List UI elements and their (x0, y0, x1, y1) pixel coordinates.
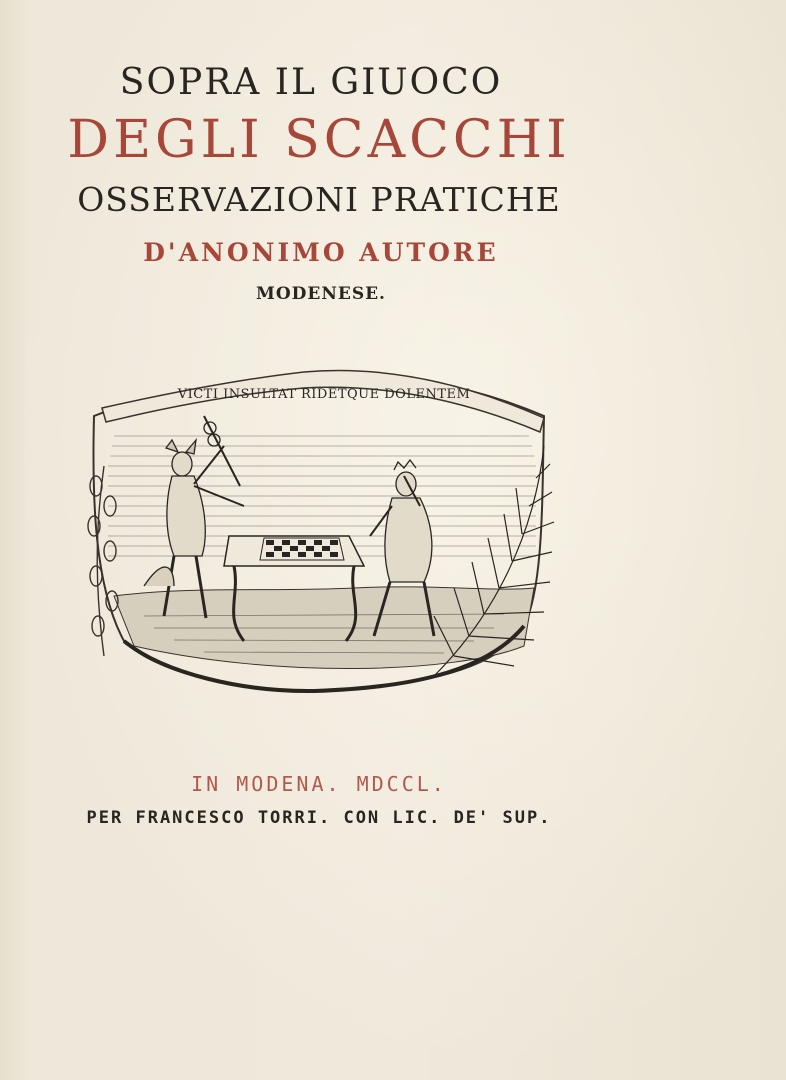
chess-engraving (74, 356, 560, 712)
subtitle-line: OSSERVAZIONI PRATICHE (77, 180, 561, 219)
author-origin-line: MODENESE. (256, 284, 386, 304)
author-line: D'ANONIMO AUTORE (143, 238, 499, 267)
imprint-place-date: IN MODENA. MDCCL. (191, 772, 447, 796)
title-line-sopra: SOPRA IL GIUOCO (119, 62, 503, 103)
title-line-scacchi: DEGLI SCACCHI (67, 110, 571, 170)
banner-motto: VICTI INSULTAT RIDETQUE DOLENTEM (177, 387, 471, 402)
chessboard (260, 538, 344, 560)
laurel-branch (88, 466, 118, 656)
imprint-printer: PER FRANCESCO TORRI. CON LIC. DE' SUP. (86, 808, 552, 828)
